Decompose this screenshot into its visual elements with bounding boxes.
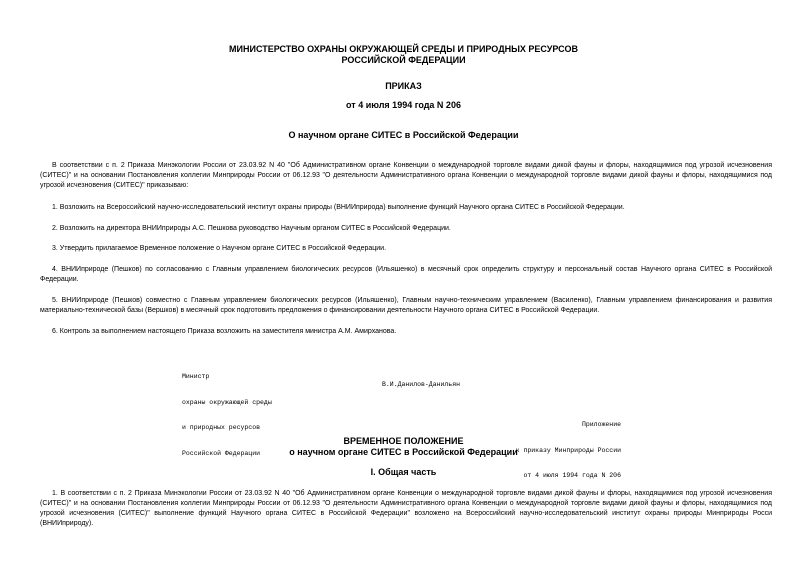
section-heading: I. Общая часть [370,467,437,477]
order-item-1: 1. Возложить на Всероссийский научно-исследовательский институт охраны природы (ВНИИприрода) выполнение функций Научного органа СИТЕС в Российской Федерации. [52,204,625,211]
document-title: О научном органе СИТЕС в Российской Федерации [288,130,519,140]
signature-line-4: Российской Федерации [182,449,261,457]
signatory-name: В.И.Данилов-Данильян [382,381,461,388]
signature-line-2: охраны окружающей среды [182,398,272,406]
order-item-6: 6. Контроль за выполнением настоящего Приказа возложить на заместителя министра А.М. Амирханова. [52,328,397,335]
appendix-ref-line-2: к приказу Минприроды России [515,446,621,454]
appendix-title: ВРЕМЕННОЕ ПОЛОЖЕНИЕ [343,436,464,446]
signature-line-1: Министр [182,373,210,380]
order-item-3: 3. Утвердить прилагаемое Временное положение о Научном органе СИТЕС в Российской Федерации. [52,245,387,252]
order-item-5: 5. ВНИИприроде (Пешков) совместно с Главным управлением биологических ресурсов (Ильяшенко), Главным научно-техническим управлением (Василенко), Главным управлением финансирования и развития материально-технической базы (Вершков) в месячный срок подготовить предложения о финансировании деятельности Научного органа СИТЕС в Российской Федерации. [40,297,772,314]
signature-line-3: и природных ресурсов [182,424,261,431]
order-item-4: 4. ВНИИприроде (Пешков) по согласованию с Главным управлением биологических ресурсов (Ильяшенко) в месячный срок определить структуру и персональный состав Научного органа СИТЕС в Российской Федерации. [40,266,772,283]
ministry-title-line1: МИНИСТЕРСТВО ОХРАНЫ ОКРУЖАЮЩЕЙ СРЕДЫ И ПРИРОДНЫХ РЕСУРСОВ [229,44,578,54]
order-item-2: 2. Возложить на директора ВНИИприроды А.С. Пешкова руководство Научным органом СИТЕС в Российской Федерации. [52,225,451,232]
appendix-subtitle: о научном органе СИТЕС в Российской Федерации [289,447,518,457]
preamble-paragraph: В соответствии с п. 2 Приказа Минэкологии России от 23.03.92 N 40 "Об Административном органе Конвенции о международной торговле видами дикой фауны и флоры, находящимися под угрозой исчезновения (СИТЕС)" и на основании Постановления коллегии Минприроды России от 06.12.93 "О деятельности Административного органа Конвенции о международной торговле видами дикой фауны и флоры, находящимися под угрозой исчезновения (СИТЕС)" приказываю: [40,162,772,189]
appendix-ref-line-1: Приложение [581,421,621,428]
appendix-ref-line-3: от 4 июля 1994 года N 206 [523,472,621,479]
appendix-item-1: 1. В соответствии с п. 2 Приказа Минэкологии России от 23.03.92 N 40 "Об Административном органе Конвенции о международной торговле видами дикой фауны и флоры, находящимися под угрозой исчезновения (СИТЕС)" и на основании Постановления коллегии Минприроды России от 06.12.93 "О деятельности Административного органа Конвенции о международной торговле видами дикой фауны и флоры, находящимися под угрозой исчезновения (СИТЕС)" выполнение функций Научного органа СИТЕС в Российской Федерации" возложено на Всероссийский научно-исследовательский институт охраны природы Минприроды Росси (ВНИИприроду). [40,490,772,527]
document-date: от 4 июля 1994 года N 206 [346,100,461,110]
document-type: ПРИКАЗ [385,81,422,91]
ministry-title-line2: РОССИЙСКОЙ ФЕДЕРАЦИИ [341,55,466,65]
